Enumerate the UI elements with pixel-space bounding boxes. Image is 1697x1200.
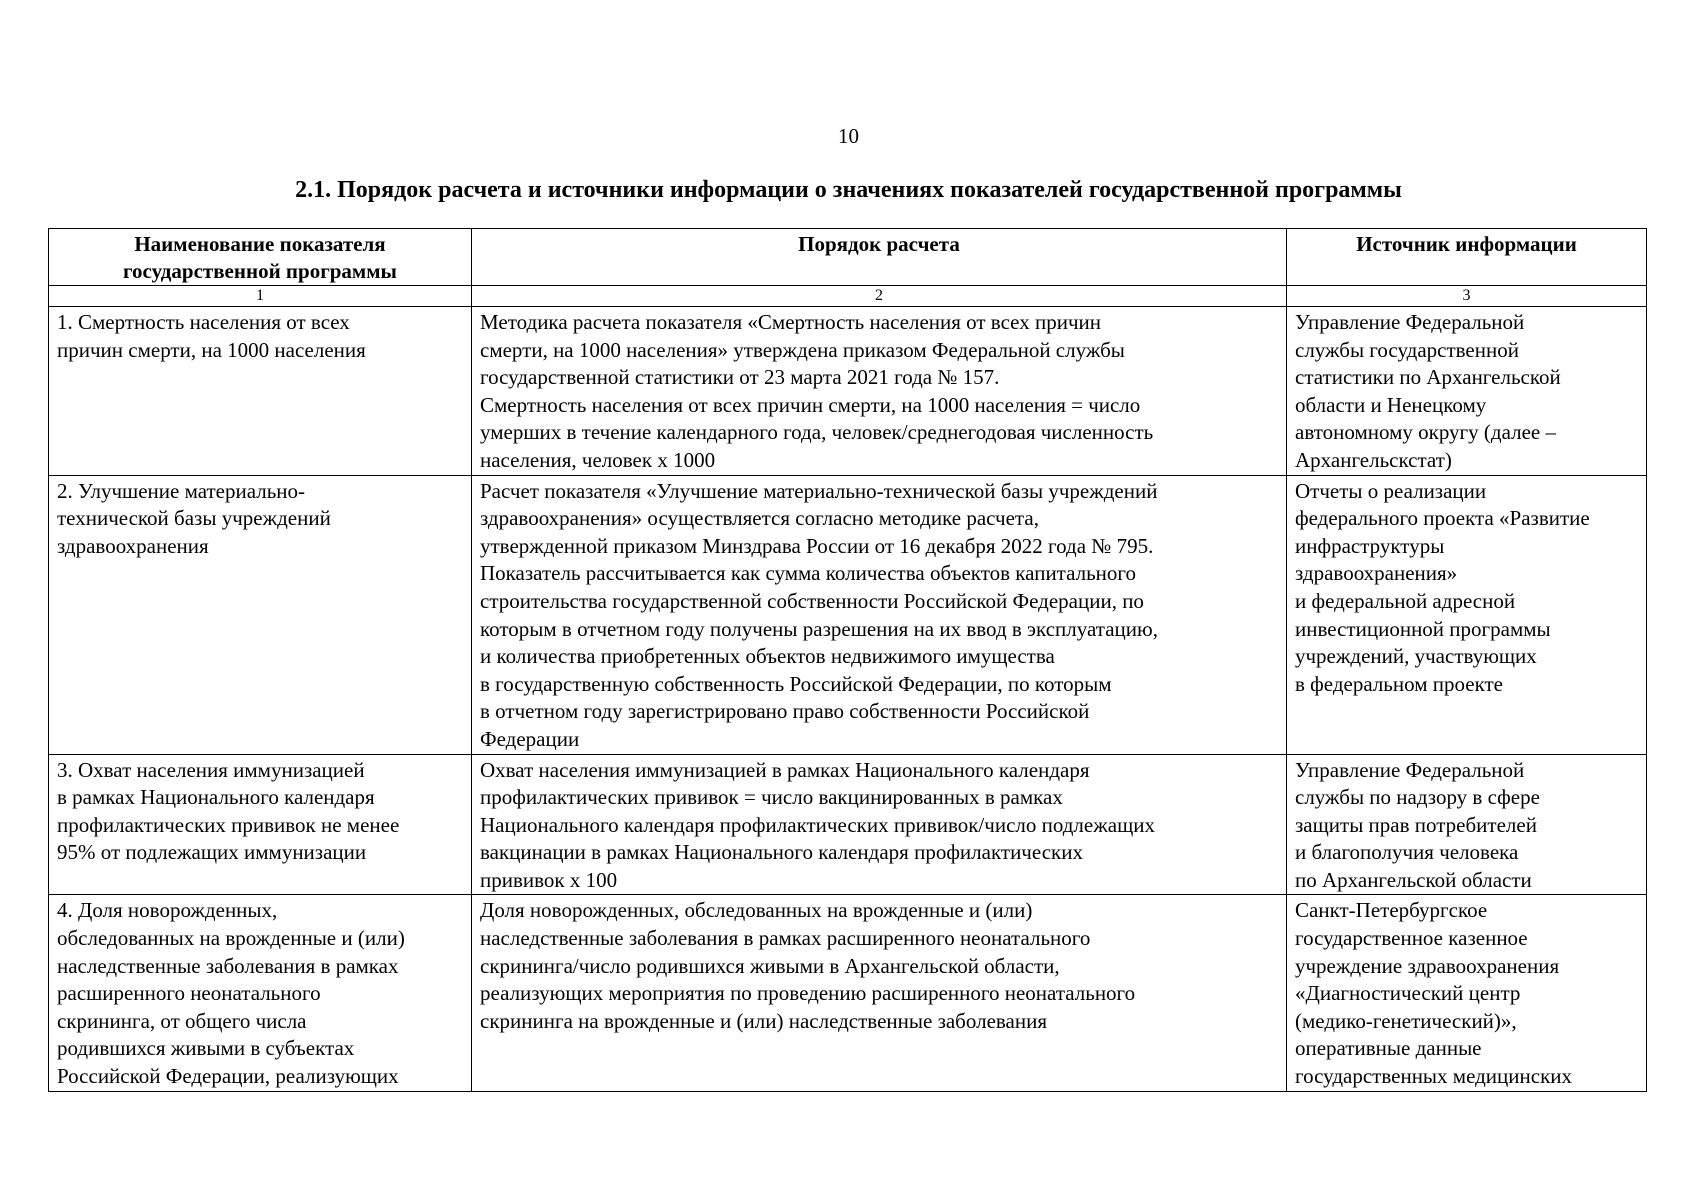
cell-text-line: Показатель рассчитывается как сумма количества объектов капитального [480,561,1137,586]
cell-text-line: федерального проекта «Развитие [1295,506,1590,531]
cell-text-line: здравоохранения» осуществляется согласно методике расчета, [480,506,1039,531]
cell-text-line: Российской Федерации, реализующих [57,1064,399,1089]
cell-text-line: Санкт-Петербургское [1295,898,1488,923]
cell-text-line: и благополучия человека [1295,840,1519,865]
cell-text-line: профилактических прививок не менее [57,812,400,837]
table-row [49,475,1647,754]
cell-text-line: расширенного неонатального [57,981,321,1006]
cell-text-line: в государственную собственность Российской Федерации, по которым [480,671,1112,696]
header-line: Порядок расчета [798,232,960,256]
indicator-name-cell [49,475,472,754]
table-body [49,307,1647,1092]
cell-text-line: государственной статистики от 23 марта 2021 года № 157. [480,365,1000,390]
cell-text-line: учреждение здравоохранения [1295,953,1560,978]
page-title: 2.1. Порядок расчета и источники информации о значениях показателей государственной программы [295,177,1402,203]
cell-text-line: скрининга на врожденные и (или) наследственные заболевания [480,1008,1047,1033]
cell-text-line: Архангельскстат) [1295,447,1452,472]
indicators-table [48,228,1647,1092]
table-row [49,895,1647,1091]
cell-text-line: защиты прав потребителей [1295,812,1537,837]
calculation-method-cell [472,754,1287,895]
column-number-row [49,286,1647,307]
cell-text-line: здравоохранения [57,533,209,558]
cell-text-line: наследственные заболевания в рамках [57,953,399,978]
cell-text-line: и количества приобретенных объектов недвижимого имущества [480,644,1055,669]
header-calculation-method [472,229,1287,286]
header-line: Наименование показателя [134,232,386,256]
cell-text-line: вакцинации в рамках Национального календаря профилактических [480,840,1083,865]
cell-text-line: по Архангельской области [1295,867,1532,892]
cell-text-line: учреждений, участвующих [1295,644,1537,669]
cell-text-line: оперативные данные [1295,1036,1482,1061]
information-source-cell [1287,475,1647,754]
cell-text-line: населения, человек х 1000 [480,447,716,472]
cell-text-line: технической базы учреждений [57,506,331,531]
cell-text-line: обследованных на врожденные и (или) [57,926,405,951]
cell-text-line: службы по надзору в сфере [1295,785,1540,810]
cell-text-line: в федеральном проекте [1295,671,1504,696]
cell-text-line: 3. Охват населения иммунизацией [57,757,365,782]
indicator-name-cell [49,895,472,1091]
calculation-method-cell [472,895,1287,1091]
cell-text-line: наследственные заболевания в рамках расширенного неонатального [480,926,1091,951]
cell-text-line: 95% от подлежащих иммунизации [57,840,367,865]
cell-text-line: которым в отчетном году получены разрешения на их ввод в эксплуатацию, [480,616,1158,641]
cell-text-line: профилактических прививок = число вакцинированных в рамках [480,785,1063,810]
cell-text-line: скрининга/число родившихся живыми в Архангельской области, [480,953,1060,978]
indicator-name-cell [49,754,472,895]
cell-text-line: «Диагностический центр [1295,981,1521,1006]
table-row [49,754,1647,895]
cell-text-line: Смертность населения от всех причин смерти, на 1000 населения = число [480,392,1141,417]
information-source-cell [1287,307,1647,476]
cell-text-line: службы государственной [1295,337,1519,362]
cell-text-line: области и Ненецкому [1295,392,1487,417]
cell-text-line: 1. Смертность населения от всех [57,310,350,334]
cell-text-line: причин смерти, на 1000 населения [57,337,366,362]
cell-text-line: утвержденной приказом Минздрава России от 16 декабря 2022 года № 795. [480,533,1154,558]
cell-text-line: Управление Федеральной [1295,310,1525,334]
cell-text-line: автономному округу (далее – [1295,420,1556,445]
header-information-source [1287,229,1647,286]
column-number: 3 [1287,286,1647,307]
column-number: 2 [472,286,1287,307]
cell-text-line: государственное казенное [1295,926,1528,951]
column-number: 1 [49,286,472,307]
cell-text-line: Расчет показателя «Улучшение материально-технической базы учреждений [480,478,1158,503]
table-header-row [49,229,1647,286]
cell-text-line: Охват населения иммунизацией в рамках Национального календаря [480,757,1090,782]
cell-text-line: и федеральной адресной [1295,588,1516,613]
cell-text-line: Национального календаря профилактических прививок/число подлежащих [480,812,1155,837]
cell-text-line: скрининга, от общего числа [57,1008,307,1033]
cell-text-line: 2. Улучшение материально- [57,478,306,503]
cell-text-line: строительства государственной собственности Российской Федерации, по [480,588,1144,613]
cell-text-line: инвестиционной программы [1295,616,1551,641]
cell-text-line: Федерации [480,726,580,751]
cell-text-line: здравоохранения» [1295,561,1458,586]
information-source-cell [1287,895,1647,1091]
calculation-method-cell [472,307,1287,476]
cell-text-line: в рамках Национального календаря [57,785,375,810]
information-source-cell [1287,754,1647,895]
cell-text-line: 4. Доля новорожденных, [57,898,278,923]
cell-text-line: реализующих мероприятия по проведению расширенного неонатального [480,981,1136,1006]
table-row [49,307,1647,476]
cell-text-line: прививок х 100 [480,867,618,892]
cell-text-line: государственных медицинских [1295,1064,1573,1089]
cell-text-line: Управление Федеральной [1295,757,1525,782]
cell-text-line: умерших в течение календарного года, человек/среднегодовая численность [480,420,1154,445]
cell-text-line: (медико-генетический)», [1295,1008,1517,1033]
header-line: государственной программы [123,259,397,283]
indicator-name-cell [49,307,472,476]
calculation-method-cell [472,475,1287,754]
header-line: Источник информации [1356,232,1577,256]
cell-text-line: инфраструктуры [1295,533,1445,558]
cell-text-line: статистики по Архангельской [1295,365,1561,390]
cell-text-line: родившихся живыми в субъектах [57,1036,355,1061]
page-number: 10 [838,124,859,148]
cell-text-line: в отчетном году зарегистрировано право собственности Российской [480,699,1090,724]
cell-text-line: Методика расчета показателя «Смертность населения от всех причин [480,310,1101,334]
header-indicator-name [49,229,472,286]
cell-text-line: Отчеты о реализации [1295,478,1487,503]
cell-text-line: смерти, на 1000 населения» утверждена приказом Федеральной службы [480,337,1125,362]
cell-text-line: Доля новорожденных, обследованных на врожденные и (или) [480,898,1033,923]
